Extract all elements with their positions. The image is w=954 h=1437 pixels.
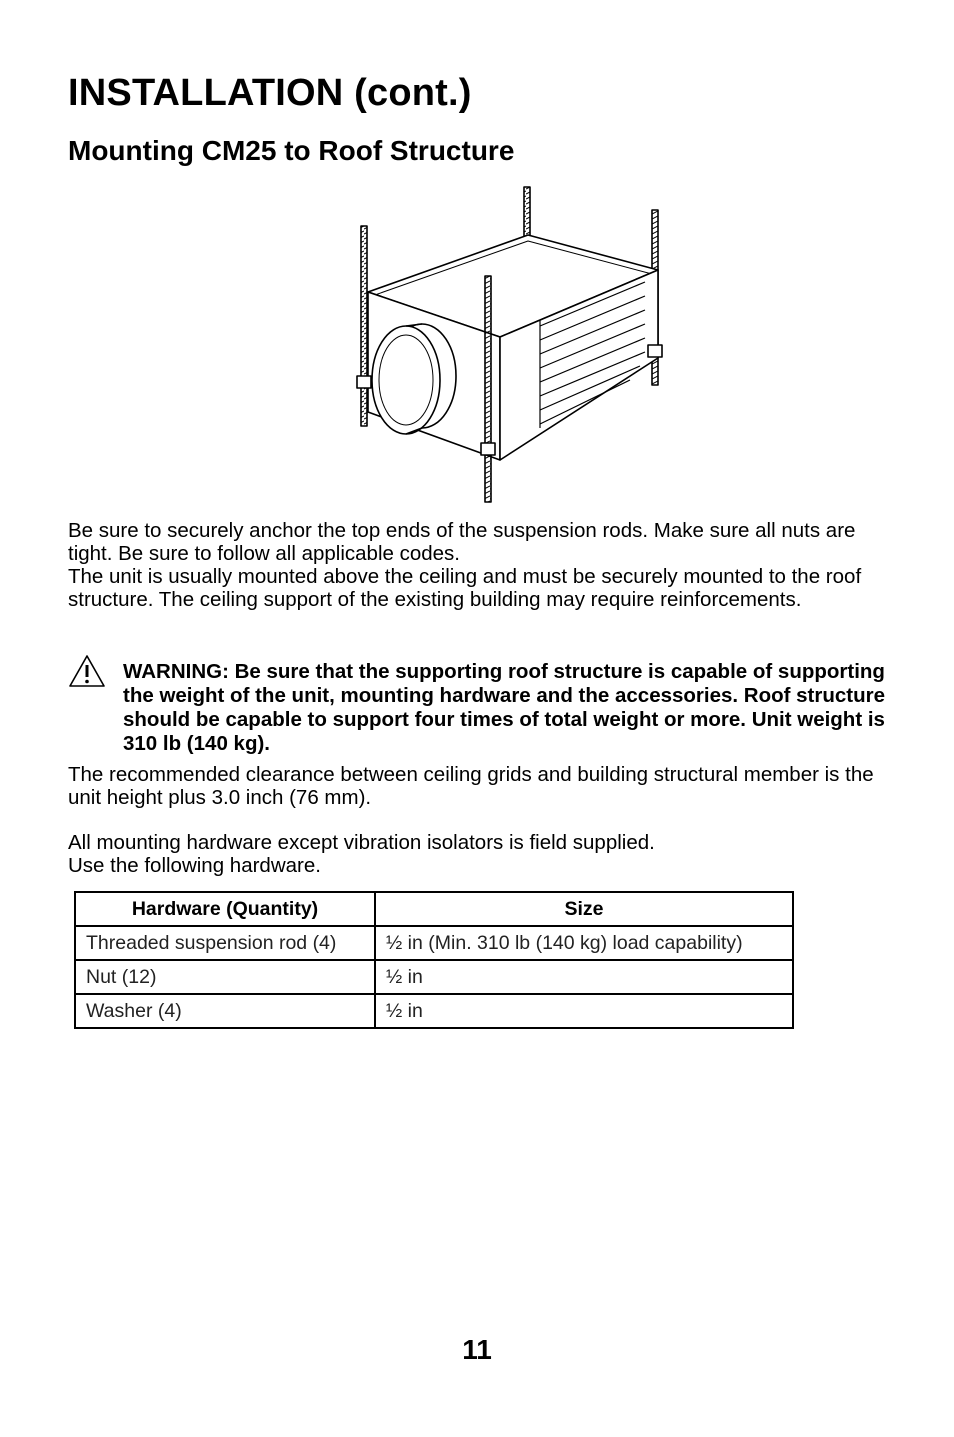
table-cell-hardware: Threaded suspension rod (4)	[75, 926, 375, 960]
unit-suspension-illustration	[340, 180, 670, 510]
page-number: 11	[462, 1334, 492, 1365]
warning-triangle-icon	[68, 654, 106, 688]
suspension-rod	[361, 226, 367, 426]
section-title: Mounting CM25 to Roof Structure	[68, 135, 515, 166]
table-row	[75, 994, 793, 1028]
table-cell-size: ½ in	[375, 960, 793, 994]
instruction-paragraph: Be sure to securely anchor the top ends of the suspension rods. Make sure all nuts are tight. Be sure to follow all applicable codes. The unit is usually mounted above the ceiling and must be securely mounted to the roof structure. The ceiling support of the existing building may require reinforcements.	[68, 519, 862, 611]
hardware-paragraph: All mounting hardware except vibration isolators is field supplied. Use the following hardware.	[68, 831, 655, 877]
suspension-rod	[485, 276, 491, 502]
warning-text: WARNING: Be sure that the supporting roof structure is capable of supporting the weight of the unit, mounting hardware and the accessories. Roof structure should be capable to support four times of total weight or more. Unit weight is 310 lb (140 kg).	[123, 660, 886, 755]
table-header-hardware: Hardware (Quantity)	[75, 892, 375, 926]
table-cell-size: ½ in (Min. 310 lb (140 kg) load capability)	[375, 926, 793, 960]
hardware-table	[74, 891, 794, 1029]
table-row	[75, 960, 793, 994]
table-row	[75, 926, 793, 960]
page-title: INSTALLATION (cont.)	[68, 72, 472, 114]
table-header-size: Size	[375, 892, 793, 926]
clearance-paragraph: The recommended clearance between ceiling grids and building structural member is the unit height plus 3.0 inch (76 mm).	[68, 763, 874, 809]
table-cell-hardware: Washer (4)	[75, 994, 375, 1028]
table-cell-size: ½ in	[375, 994, 793, 1028]
table-cell-hardware: Nut (12)	[75, 960, 375, 994]
table-header-row	[75, 892, 793, 926]
